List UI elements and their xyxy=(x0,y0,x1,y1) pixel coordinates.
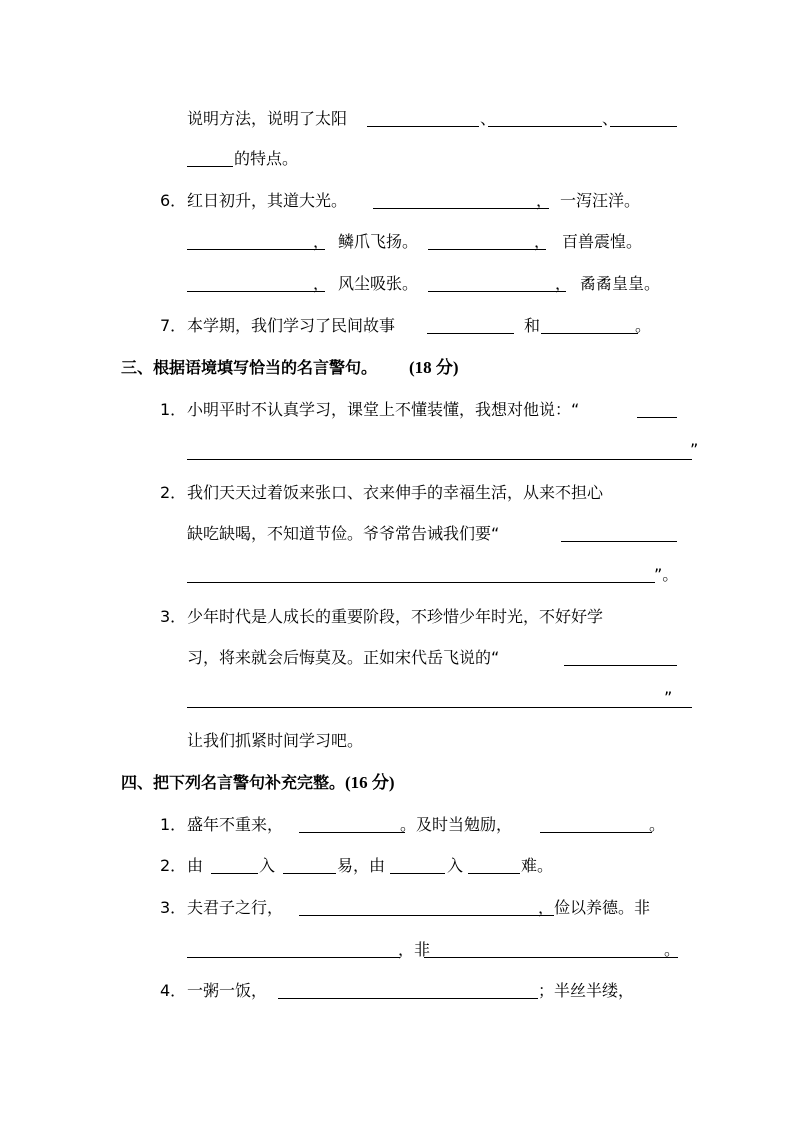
q6-text-c: 鳞爪飞扬。 xyxy=(338,232,419,251)
s3-q2-line2: 缺吃缺喝，不知道节俭。爷爷常告诫我们要“ xyxy=(187,524,500,543)
blank-q6-1[interactable] xyxy=(373,208,549,209)
s4-q3-c: ，非 xyxy=(398,940,431,959)
section-4-score: (16 分) xyxy=(345,773,395,792)
s4-q1-a: 盛年不重来， xyxy=(187,815,284,834)
blank-s4-q2-1[interactable] xyxy=(211,873,258,874)
q6-comma-1: ， xyxy=(536,191,553,210)
s3-q2-close: ”。 xyxy=(654,565,679,584)
blank-q6-4[interactable] xyxy=(187,291,325,292)
s4-q3-a: 夫君子之行， xyxy=(187,898,284,917)
s3-q3-number: 3． xyxy=(160,607,187,626)
s3-q3-line1: 少年时代是人成长的重要阶段，不珍惜少年时光，不好好学 xyxy=(187,607,604,626)
q6-comma-5: ， xyxy=(555,274,572,293)
s4-q2-e: 难。 xyxy=(521,856,554,875)
blank-q6-3[interactable] xyxy=(428,249,546,250)
blank-q7-2[interactable] xyxy=(541,333,638,334)
q7-end: 。 xyxy=(635,316,652,335)
q6-comma-3: ， xyxy=(534,232,551,251)
blank-s3-q3-a[interactable] xyxy=(564,665,677,666)
blank-s3-q1-b[interactable] xyxy=(187,459,692,460)
s4-q2-number: 2． xyxy=(160,856,187,875)
q5-line2: 的特点。 xyxy=(234,149,299,168)
q6-comma-2: ， xyxy=(313,232,330,251)
s3-q1-line1: 小明平时不认真学习，课堂上不懂装懂，我想对他说：“ xyxy=(187,400,580,419)
s3-q3-close: ” xyxy=(664,688,673,707)
blank-q5-3[interactable] xyxy=(610,126,677,127)
q6-text-f: 矞矞皇皇。 xyxy=(580,274,661,293)
blank-q6-2[interactable] xyxy=(187,249,325,250)
blank-q5-1[interactable] xyxy=(367,126,479,127)
blank-s4-q2-2[interactable] xyxy=(283,873,336,874)
blank-s3-q2-b[interactable] xyxy=(187,582,655,583)
blank-s4-q3-2[interactable] xyxy=(187,957,400,958)
blank-s4-q1-1[interactable] xyxy=(299,832,405,833)
q6-text-a: 红日初升，其道大光。 xyxy=(187,191,348,210)
q6-text-e: 风尘吸张。 xyxy=(338,274,419,293)
s3-q2-number: 2． xyxy=(160,483,187,502)
s4-q2-b: 入 xyxy=(259,856,276,875)
q5-sep-1: 、 xyxy=(480,109,497,128)
q5-line1: 说明方法，说明了太阳 xyxy=(187,109,348,128)
s4-q1-b: 。及时当勉励， xyxy=(400,815,513,834)
s3-q2-line1: 我们天天过着饭来张口、衣来伸手的幸福生活，从来不担心 xyxy=(187,483,604,502)
s3-q3-line2: 习，将来就会后悔莫及。正如宋代岳飞说的“ xyxy=(187,648,500,667)
section-3-score: (18 分) xyxy=(409,358,459,377)
s4-q1-number: 1． xyxy=(160,815,187,834)
q6-number: 6． xyxy=(160,191,187,210)
s4-q4-number: 4． xyxy=(160,981,187,1000)
q6-comma-4: ， xyxy=(313,274,330,293)
blank-q7-1[interactable] xyxy=(427,333,514,334)
section-3-title: 三、根据语境填写恰当的名言警句。 xyxy=(121,358,378,377)
blank-s4-q2-3[interactable] xyxy=(390,873,445,874)
s4-q3-b: ，俭以养德。非 xyxy=(538,898,651,917)
s4-q4-b: ；半丝半缕， xyxy=(538,981,635,1000)
s4-q2-c: 易，由 xyxy=(337,856,386,875)
blank-s4-q1-2[interactable] xyxy=(540,832,652,833)
q5-sep-2: 、 xyxy=(602,109,619,128)
blank-q6-5[interactable] xyxy=(428,291,566,292)
blank-s4-q3-1[interactable] xyxy=(299,915,554,916)
q7-and: 和 xyxy=(524,316,541,335)
q7-text: 本学期，我们学习了民间故事 xyxy=(187,316,396,335)
blank-s4-q4-1[interactable] xyxy=(278,998,538,999)
s3-q1-number: 1． xyxy=(160,400,187,419)
blank-s3-q2-a[interactable] xyxy=(561,541,677,542)
s3-q3-line4: 让我们抓紧时间学习吧。 xyxy=(187,731,364,750)
blank-q5-3-cont[interactable] xyxy=(187,166,233,167)
blank-s4-q2-4[interactable] xyxy=(468,873,520,874)
section-4-title: 四、把下列名言警句补充完整。 xyxy=(121,773,346,792)
q6-text-b: 一泻汪洋。 xyxy=(560,191,641,210)
blank-s3-q3-b[interactable] xyxy=(187,707,692,708)
s4-q3-number: 3． xyxy=(160,898,187,917)
s3-q1-close: ” xyxy=(690,440,699,459)
q6-text-d: 百兽震惶。 xyxy=(562,232,643,251)
blank-q5-2[interactable] xyxy=(488,126,602,127)
s4-q2-a: 由 xyxy=(187,856,204,875)
blank-s4-q3-3[interactable] xyxy=(424,957,678,958)
s4-q2-d: 入 xyxy=(447,856,464,875)
s4-q4-a: 一粥一饭， xyxy=(187,981,268,1000)
s4-q3-d: 。 xyxy=(664,940,681,959)
s4-q1-c: 。 xyxy=(649,815,666,834)
blank-s3-q1-a[interactable] xyxy=(637,417,677,418)
q7-number: 7． xyxy=(160,316,187,335)
